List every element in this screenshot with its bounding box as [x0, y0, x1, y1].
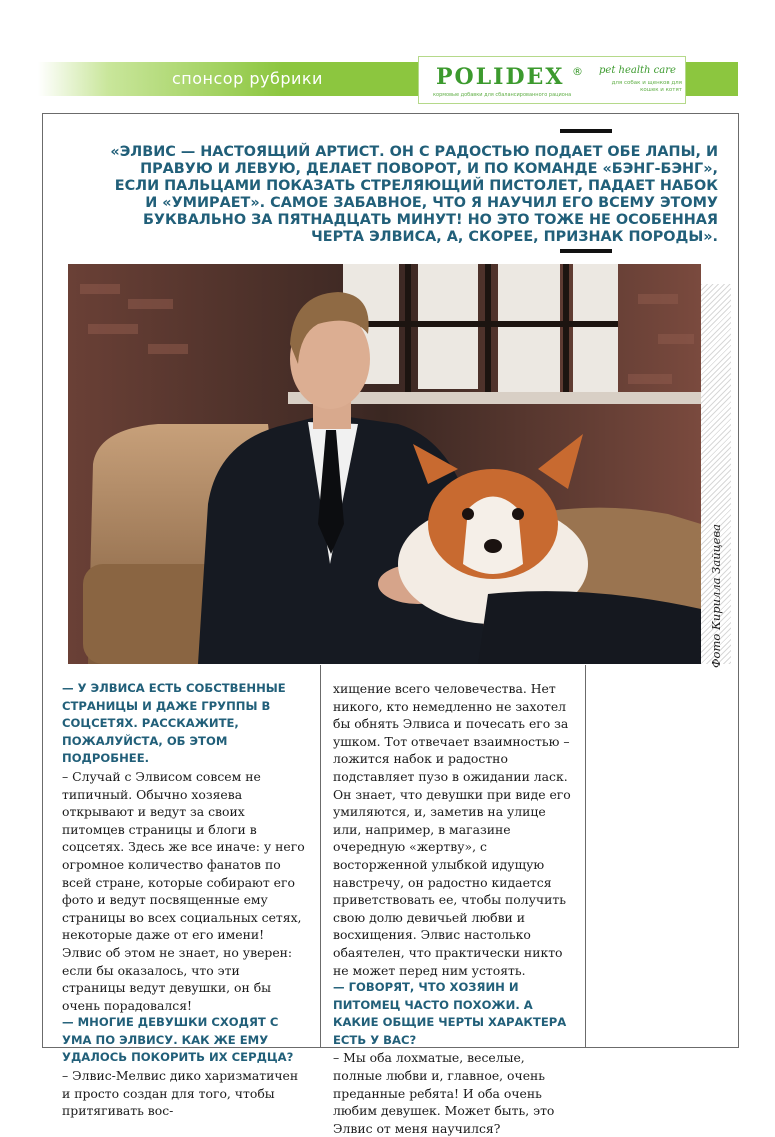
sponsor-label: спонсор рубрики [172, 69, 323, 88]
interview-answer: – Мы оба лохматые, веселые, полные любви и, главное, очень преданные ребята! И оба очень любим девушек. Может быть, это Элвис от меня научился? [333, 1050, 555, 1136]
article-column-1 [62, 680, 307, 1120]
interview-answer: хищение всего человечества. Нет никого, кто немедленно не захотел бы обнять Элвиса и почесать его за ушком. Тот отвечает взаимностью – ложится набок и радостно подставляет пузо в ожидании ласк. Он знает, что девушки при виде его умиляются, и, заметив на улице или, например, в магазине очередную «жертву», с восторженной улыбкой идущую навстречу, он радостно кидается приветствовать ее, чтобы получить свою долю девичьей любви и восхищения. Элвис настолько обаятелен, что практически никто не может перед ним устоять. [333, 681, 571, 978]
logo-word: POLIDEX [436, 64, 565, 90]
column-rule [320, 665, 321, 1047]
interview-answer: – Элвис-Мелвис дико харизматичен и просто создан для того, чтобы притягивать вос- [62, 1068, 299, 1119]
logo-registered-mark: ® [572, 65, 583, 78]
interview-question: — МНОГИЕ ДЕВУШКИ СХОДЯТ С УМА ПО ЭЛВИСУ. КАК ЖЕ ЕМУ УДАЛОСЬ ПОКОРИТЬ ИХ СЕРДЦА? [62, 1015, 294, 1065]
interview-answer: – Случай с Элвисом совсем не типичный. Обычно хозяева открывают и ведут за своих питомцев страницы и блоги в соцсетях. Здесь же все иначе: у него огромное количество фанатов по всей стране, которые собирают его фото и ведут посвященные ему страницы во всех социальных сетях, некоторые даже от его имени! Элвис об этом не знает, но уверен: если бы оказалось, что эти страницы ведут девушки, он бы очень порадовался! [62, 768, 305, 1013]
interview-question: — У ЭЛВИСА ЕСТЬ СОБСТВЕННЫЕ СТРАНИЦЫ И ДАЖЕ ГРУППЫ В СОЦСЕТЯХ. РАССКАЖИТЕ, ПОЖАЛУЙСТА, ОБ ЭТОМ ПОДРОБНЕЕ. [62, 681, 286, 766]
polidex-logo[interactable] [418, 56, 686, 104]
article-photo [68, 264, 701, 664]
logo-tagline: pet health care [599, 65, 676, 76]
interview-question: — ГОВОРЯТ, ЧТО ХОЗЯИН И ПИТОМЕЦ ЧАСТО ПОХОЖИ. А КАКИЕ ОБЩИЕ ЧЕРТЫ ХАРАКТЕРА ЕСТЬ У ВАС? [333, 980, 567, 1047]
pull-quote: «ЭЛВИС — НАСТОЯЩИЙ АРТИСТ. ОН С РАДОСТЬЮ ПОДАЕТ ОБЕ ЛАПЫ, И ПРАВУЮ И ЛЕВУЮ, ДЕЛАЕТ ПОВОРОТ, И ПО КОМАНДЕ «БЭНГ-БЭНГ», ЕСЛИ ПАЛЬЦАМИ ПОКАЗАТЬ СТРЕЛЯЮЩИЙ ПИСТОЛЕТ, ПАДАЕТ НАБОК И «УМИРАЕТ». САМОЕ ЗАБАВНОЕ, ЧТО Я НАУЧИЛ ЕГО ВСЕМУ ЭТОМУ БУКВАЛЬНО ЗА ПЯТНАДЦАТЬ МИНУТ! НО ЭТО ТОЖЕ НЕ ОСОБЕННАЯ ЧЕРТА ЭЛВИСА, А, СКОРЕЕ, ПРИЗНАК ПОРОДЫ». [110, 144, 718, 245]
column-rule [585, 665, 586, 1047]
quote-bar-top [560, 129, 612, 133]
photo-credit: Фото Кирилла Зайцева [709, 524, 723, 668]
quote-bar-bottom [560, 249, 612, 253]
logo-subtitle-left: кормовые добавки для сбалансированного рациона [433, 92, 572, 98]
photo-illustration [68, 264, 701, 664]
article-column-2 [333, 680, 576, 1137]
logo-subtitle-right: для собак и щенков для кошек и котят [611, 80, 682, 93]
